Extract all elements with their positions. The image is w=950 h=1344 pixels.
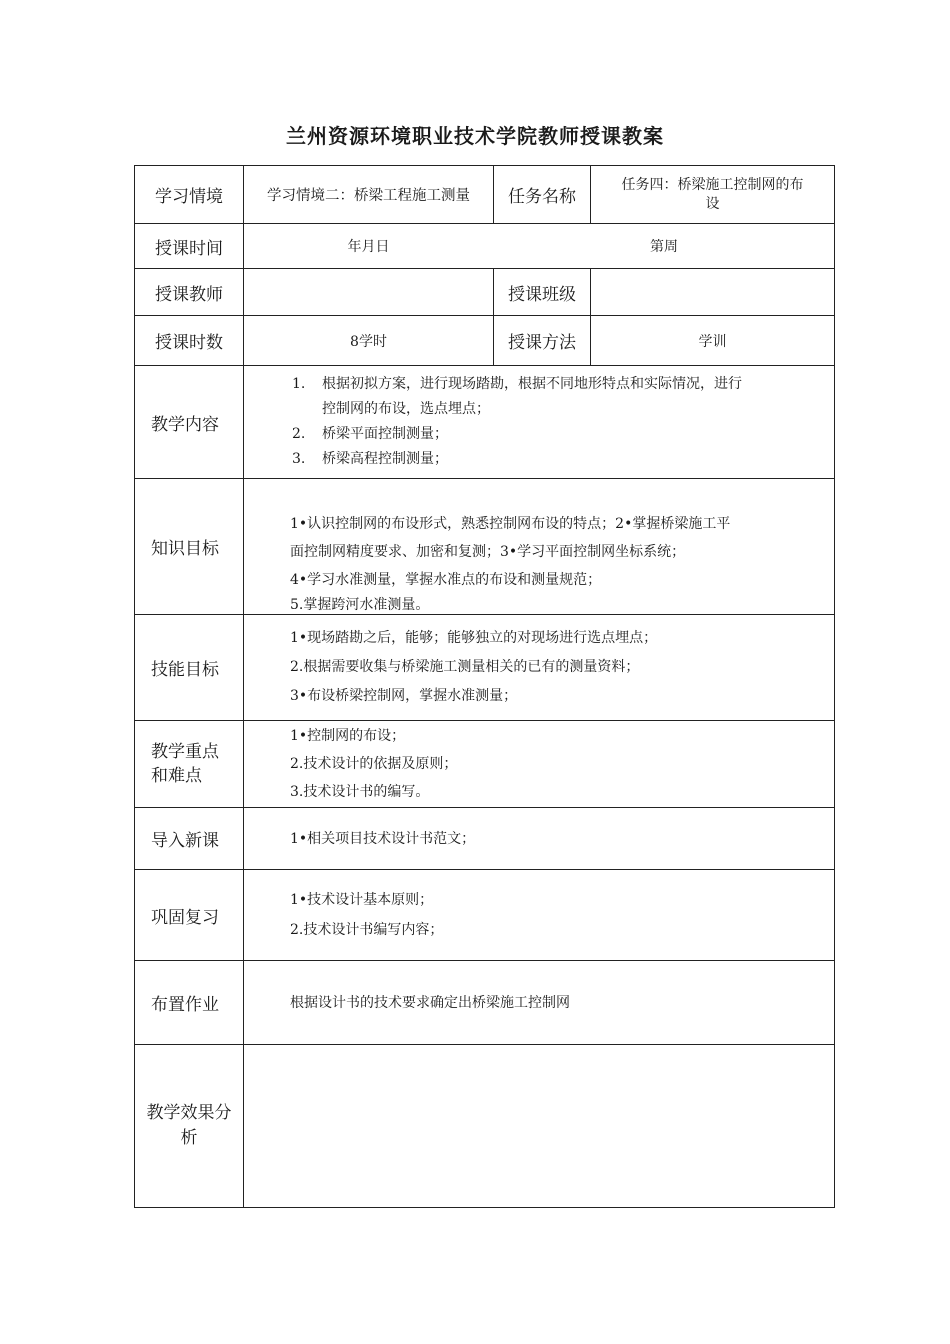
- keypoints-label-line: 和难点: [151, 766, 202, 786]
- task-label: 任务名称: [508, 187, 576, 207]
- review-line: 1•技术设计基本原则；: [290, 892, 434, 908]
- knowledge-label: 知识目标: [151, 539, 219, 559]
- task-value-line: 任务四：桥梁施工控制网的布: [621, 176, 804, 193]
- situation-value: 学习情境二：桥梁工程施工测量: [267, 188, 470, 204]
- time-label: 授课时间: [155, 238, 223, 259]
- knowledge-line: 5.掌握跨河水准测量。: [290, 597, 430, 613]
- list-item-text: 桥梁平面控制测量；: [322, 426, 448, 442]
- skills-text: [244, 615, 834, 720]
- hours-value: 8学时: [350, 333, 387, 350]
- homework-label: 布置作业: [151, 995, 219, 1015]
- list-item-text: 控制网的布设，选点埋点；: [322, 401, 490, 417]
- method-label: 授课方法: [508, 333, 576, 353]
- intro-text: [244, 808, 834, 869]
- lesson-plan-table: [134, 165, 835, 1208]
- skills-line: 3•布设桥梁控制网，掌握水准测量；: [290, 688, 518, 704]
- content-list: [244, 366, 834, 478]
- skills-line: 2.根据需要收集与桥梁施工测量相关的已有的测量资料；: [290, 659, 640, 675]
- hours-label: 授课时数: [155, 333, 223, 353]
- date-value: 年月日: [347, 239, 390, 255]
- knowledge-line: 1•认识控制网的布设形式，熟悉控制网布设的特点；2•掌握桥梁施工平: [290, 516, 731, 532]
- intro-label: 导入新课: [151, 831, 219, 851]
- review-line: 2.技术设计书编写内容；: [290, 922, 444, 938]
- list-item-text: 桥梁高程控制测量；: [322, 451, 448, 467]
- knowledge-line: 面控制网精度要求、加密和复测；3•学习平面控制网坐标系统；: [290, 544, 686, 560]
- keypoints-line: 1•控制网的布设；: [290, 728, 406, 744]
- list-item: [292, 372, 742, 422]
- keypoints-label-line: 教学重点: [151, 742, 219, 762]
- knowledge-line: 4•学习水准测量，掌握水准点的布设和测量规范；: [290, 572, 602, 588]
- keypoints-line: 2.技术设计的依据及原则；: [290, 756, 458, 772]
- intro-line: 1•相关项目技术设计书范文；: [290, 830, 476, 847]
- list-item-number: 1.: [292, 376, 306, 392]
- keypoints-text: [244, 721, 834, 807]
- teacher-value: [244, 269, 493, 315]
- homework-text: 根据设计书的技术要求确定出桥梁施工控制网: [290, 994, 570, 1011]
- class-value: [591, 269, 834, 315]
- keypoints-line: 3.技术设计书的编写。: [290, 784, 430, 800]
- list-item-text: 根据初拟方案，进行现场踏勘，根据不同地形特点和实际情况，进行: [322, 376, 742, 392]
- task-value-line: 设: [705, 195, 720, 212]
- situation-label: 学习情境: [155, 187, 223, 207]
- review-label: 巩固复习: [151, 907, 219, 928]
- knowledge-text: [244, 479, 834, 614]
- task-value: [591, 166, 834, 223]
- review-text: [244, 870, 834, 960]
- skills-label: 技能目标: [151, 660, 219, 680]
- method-value: 学训: [698, 333, 727, 350]
- page-title: 兰州资源环境职业技术学院教师授课教案: [286, 124, 664, 148]
- analysis-text: [244, 1045, 834, 1207]
- content-label: 教学内容: [151, 414, 219, 435]
- class-label: 授课班级: [508, 284, 576, 305]
- list-item-number: 3.: [292, 451, 306, 467]
- keypoints-label: [135, 721, 243, 807]
- analysis-label-line: 教学效果分: [146, 1103, 232, 1123]
- skills-line: 1•现场踏勘之后，能够；能够独立的对现场进行选点埋点；: [290, 630, 658, 646]
- analysis-label: [135, 1045, 243, 1207]
- teacher-label: 授课教师: [155, 284, 223, 305]
- list-item: [292, 422, 742, 447]
- list-item: [292, 447, 742, 472]
- analysis-label-line: 析: [180, 1128, 198, 1148]
- list-item-number: 2.: [292, 426, 306, 442]
- week-value: 第周: [650, 239, 678, 255]
